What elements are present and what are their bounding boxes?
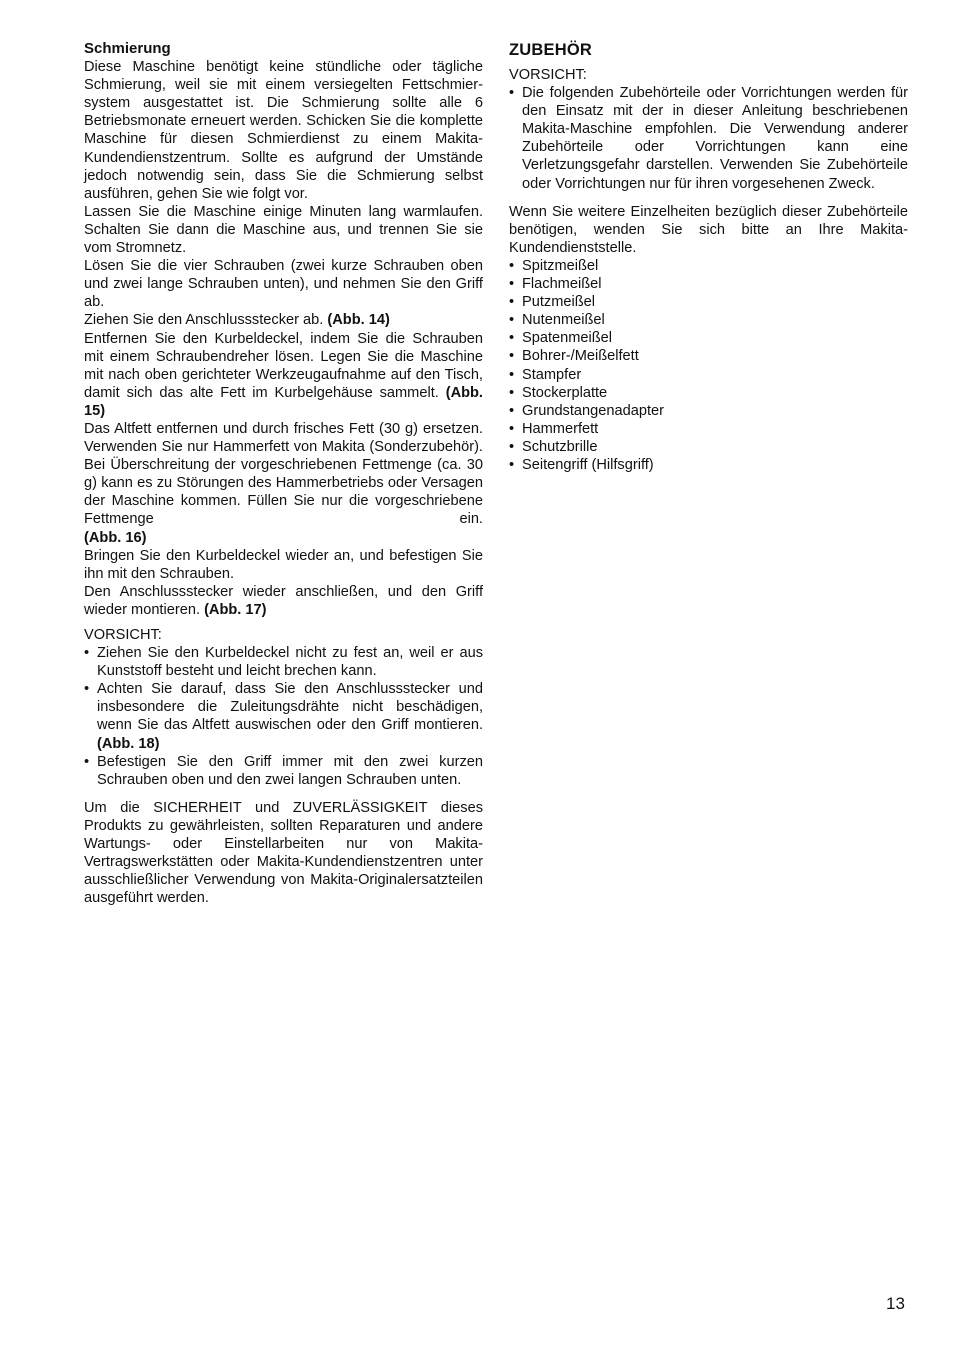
paragraph-grease-text: Das Altfett entfernen und durch frisches Fett (30 g) ersetzen. Verwenden Sie nur Hammerfett von Makita (Sonderzubehör). Bei Überschreitung der vorgeschriebenen Fettmenge (ca. 30 g) kann es zu Störungen des Hammerbetriebs oder Versagen der Maschine kommen. Füllen Sie nur die vorgeschriebene Fettmenge ein. bbox=[84, 420, 483, 528]
accessory-item: • Schutzbrille bbox=[509, 438, 908, 456]
paragraph-reconnect-text: Den Anschlussstecker wieder anschließen, und den Griff wieder montieren. bbox=[84, 583, 483, 618]
accessory-item: • Flachmeißel bbox=[509, 275, 908, 293]
paragraph-unplug bbox=[84, 311, 483, 329]
paragraph-intro: Diese Maschine benötigt keine stündliche oder tägliche Schmierung, weil sie mit einem versiegelten Fettschmiersystem ausgestattet ist. Die Schmierung sollte alle 6 Betriebsmonate erneuert werden. Schicken Sie die komplette Maschine für diesen Schmierdienst zu einem Makita-Kundendienstzentrum. Sollte es aufgrund der Umstände jedoch notwendig sein, dass Sie die Schmierung selbst ausführen, gehen Sie wie folgt vor. bbox=[84, 59, 483, 202]
accessory-item: • Putzmeißel bbox=[509, 293, 908, 311]
figure-ref-18: (Abb. 18) bbox=[97, 735, 160, 752]
caution-item-3: • Befestigen Sie den Griff immer mit den zwei kurzen Schrauben oben und den zwei langen Schrauben unten. bbox=[84, 753, 483, 789]
caution-label-left: VORSICHT: bbox=[84, 627, 162, 643]
figure-ref-16: (Abb. 16) bbox=[84, 529, 147, 546]
paragraph-reattach-cover: Bringen Sie den Kurbeldeckel wieder an, und befestigen Sie ihn mit den Schrauben. bbox=[84, 547, 483, 582]
caution-item-2-text: Achten Sie darauf, dass Sie den Anschlussstecker und insbesondere die Zuleitungsdrähte nicht beschädigen, wenn Sie das Altfett auswischen oder den Griff montieren. bbox=[97, 681, 483, 734]
paragraph-remove-grip: Lösen Sie die vier Schrauben (zwei kurze Schrauben oben und zwei lange Schrauben unten), und nehmen Sie den Griff ab. bbox=[84, 258, 483, 311]
caution-list-right bbox=[509, 84, 908, 193]
accessory-item: • Seitengriff (Hilfsgriff) bbox=[509, 456, 908, 474]
section-title-zubehoer: ZUBEHÖR bbox=[509, 41, 592, 59]
accessory-item: • Spitzmeißel bbox=[509, 257, 908, 275]
paragraph-warmup: Lassen Sie die Maschine einige Minuten lang warmlaufen. Schalten Sie dann die Maschine aus, und trennen Sie sie vom Stromnetz. bbox=[84, 203, 483, 257]
accessory-item: • Nutenmeißel bbox=[509, 311, 908, 329]
figure-ref-15: (Abb. 15) bbox=[84, 384, 483, 419]
paragraph-safety: Um die SICHERHEIT und ZUVERLÄSSIGKEIT dieses Produkts zu gewährleisten, sollten Reparaturen und andere Wartungs- oder Einstellarbeiten nur von Makita-Vertragswerkstätten oder Makita-Kundendienstzentren unter ausschließlicher Verwendung von Makita-Originalersatzteilen ausgeführt werden. bbox=[84, 799, 483, 907]
right-column bbox=[509, 40, 908, 474]
paragraph-accessory-info: Wenn Sie weitere Einzelheiten bezüglich dieser Zubehörteile benötigen, wenden Sie sich bitte an Ihre Makita-Kundendienststelle. bbox=[509, 203, 908, 256]
accessory-list bbox=[509, 257, 908, 474]
accessory-item: • Grundstangenadapter bbox=[509, 402, 908, 420]
figure-ref-17: (Abb. 17) bbox=[204, 601, 267, 618]
section-title-schmierung: Schmierung bbox=[84, 40, 171, 57]
caution-item-accessories: • Die folgenden Zubehörteile oder Vorrichtungen werden für den Einsatz mit der in dieser Anleitung beschriebenen Makita-Maschine empfohlen. Die Verwendung anderer Zubehörteile oder Vorrichtungen kann eine Verletzungsgefahr darstellen. Verwenden Sie Zubehörteile oder Vorrichtungen nur für ihren vorgesehenen Zweck. bbox=[509, 84, 908, 193]
page-number: 13 bbox=[886, 1294, 905, 1313]
accessory-item: • Bohrer-/Meißelfett bbox=[509, 347, 908, 365]
accessory-item: • Stockerplatte bbox=[509, 384, 908, 402]
paragraph-crank-cover-text: Entfernen Sie den Kurbeldeckel, indem Sie die Schrauben mit einem Schraubendreher lösen. Legen Sie die Maschine mit nach oben gerichteter Werkzeugaufnahme auf den Tisch, damit sich das alte Fett im Kurbelgehäuse sammelt. bbox=[84, 330, 483, 401]
accessory-item: • Hammerfett bbox=[509, 420, 908, 438]
paragraph-grease bbox=[84, 420, 483, 529]
caution-item-1: • Ziehen Sie den Kurbeldeckel nicht zu fest an, weil er aus Kunststoff besteht und leicht brechen kann. bbox=[84, 644, 483, 680]
figure-ref-14: (Abb. 14) bbox=[327, 312, 390, 329]
caution-label-right: VORSICHT: bbox=[509, 67, 587, 83]
paragraph-crank-cover bbox=[84, 330, 483, 420]
paragraph-reconnect bbox=[84, 583, 483, 619]
accessory-item: • Stampfer bbox=[509, 366, 908, 384]
accessory-item: • Spatenmeißel bbox=[509, 329, 908, 347]
paragraph-unplug-text: Ziehen Sie den Anschlussstecker ab. bbox=[84, 312, 324, 329]
left-column bbox=[84, 40, 483, 907]
caution-item-2 bbox=[84, 680, 483, 752]
paragraph-grease-ref bbox=[84, 529, 483, 547]
caution-list-left bbox=[84, 644, 483, 789]
